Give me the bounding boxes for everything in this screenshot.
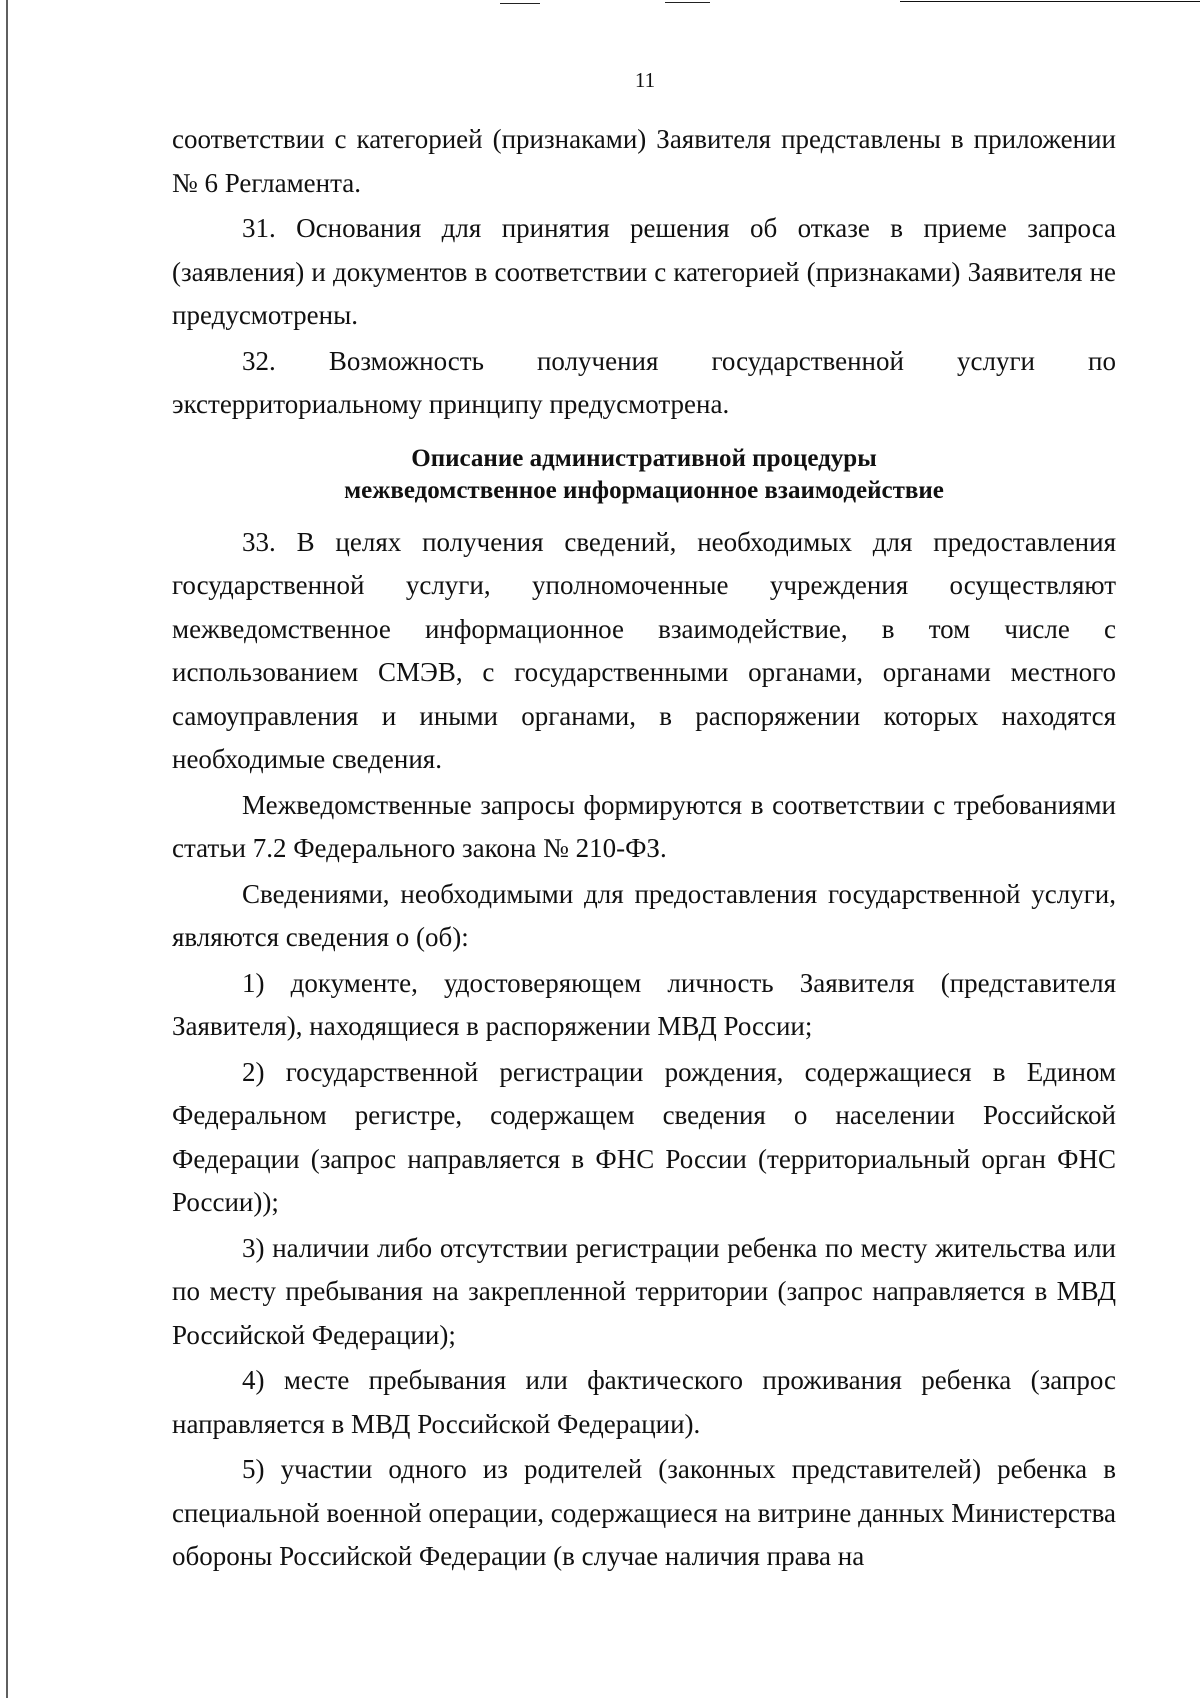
scan-artifact-line [500, 3, 540, 4]
paragraph: 32. Возможность получения государственной услуги по экстерриториальному принципу предусмотрена. [172, 345, 1116, 419]
section-heading [172, 443, 1116, 507]
paragraph: 33. В целях получения сведений, необходимых для предоставления государственной услуги, уполномоченные учреждения осуществляют межведомственное информационное взаимодействие, в том числе с использованием СМЭВ, с государственными органами, органами местного самоуправления и иными органами, в распоряжении которых находятся необходимые сведения. [172, 526, 1116, 774]
section-heading-line: межведомственное информационное взаимодействие [344, 476, 944, 504]
paragraph: соответствии с категорией (признаками) Заявителя представлены в приложении № 6 Регламента. [172, 124, 1116, 198]
list-item: 4) месте пребывания или фактического проживания ребенка (запрос направляется в МВД Российской Федерации). [172, 1365, 1116, 1439]
document-body [172, 118, 1116, 1579]
paragraph: Межведомственные запросы формируются в соответствии с требованиями статьи 7.2 Федерального закона № 210-ФЗ. [172, 789, 1116, 863]
scan-artifact-line [665, 2, 710, 3]
scan-artifact-line [900, 1, 1200, 2]
list-item: 1) документе, удостоверяющем личность Заявителя (представителя Заявителя), находящиеся в распоряжении МВД России; [172, 967, 1116, 1041]
page-number: 11 [634, 68, 656, 92]
section-heading-line: Описание административной процедуры [411, 444, 877, 472]
scan-edge-line [6, 0, 8, 1698]
list-item: 2) государственной регистрации рождения, содержащиеся в Едином Федеральном регистре, содержащем сведения о населении Российской Федерации (запрос направляется в ФНС России (территориальный орган ФНС России)); [172, 1056, 1116, 1217]
list-item: 3) наличии либо отсутствии регистрации ребенка по месту жительства или по месту пребывания на закрепленной территории (запрос направляется в МВД Российской Федерации); [172, 1232, 1116, 1350]
list-item: 5) участии одного из родителей (законных представителей) ребенка в специальной военной операции, содержащиеся на витрине данных Министерства обороны Российской Федерации (в случае наличия права на [172, 1454, 1116, 1571]
paragraph: 31. Основания для принятия решения об отказе в приеме запроса (заявления) и документов в соответствии с категорией (признаками) Заявителя не предусмотрены. [172, 213, 1116, 330]
paragraph: Сведениями, необходимыми для предоставления государственной услуги, являются сведения о (об): [172, 878, 1116, 952]
